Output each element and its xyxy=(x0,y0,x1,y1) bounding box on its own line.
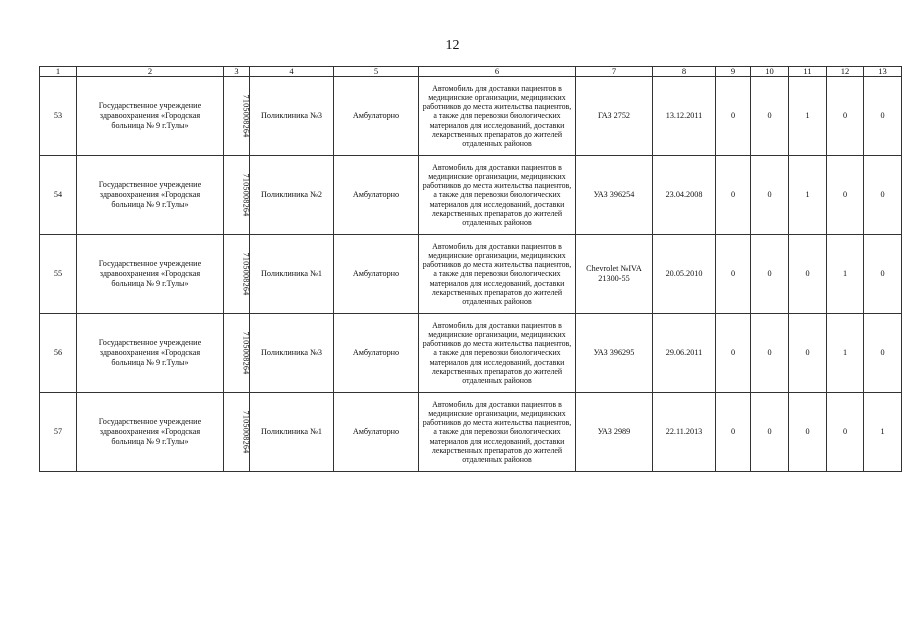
inn-cell xyxy=(224,77,250,156)
care-type: Амбулаторно xyxy=(334,314,419,393)
inn-value: 7105008264 xyxy=(241,410,251,454)
count-col-11: 0 xyxy=(789,235,827,314)
count-col-9: 0 xyxy=(716,156,751,235)
count-col-13: 0 xyxy=(864,314,902,393)
inn-value: 7105008264 xyxy=(241,94,251,138)
vehicle-model: УАЗ 396254 xyxy=(576,156,653,235)
organization-name: Государственное учреждение здравоохранения «Городская больница № 9 г.Тулы» xyxy=(77,314,224,393)
subdivision: Поликлиника №2 xyxy=(250,156,334,235)
inn-value: 7105008264 xyxy=(241,252,251,296)
table-row xyxy=(40,314,902,393)
table-row xyxy=(40,393,902,472)
row-number: 53 xyxy=(40,77,77,156)
vehicle-purpose: Автомобиль для доставки пациентов в медицинские организации, медицинских работников до места жительства пациентов, а также для перевозки биологических материалов для исследований, доставки лекарственных препаратов до жителей отдаленных районов xyxy=(419,393,576,472)
count-col-9: 0 xyxy=(716,235,751,314)
count-col-12: 0 xyxy=(827,393,864,472)
vehicle-purpose: Автомобиль для доставки пациентов в медицинские организации, медицинских работников до места жительства пациентов, а также для перевозки биологических материалов для исследований, доставки лекарственных препаратов до жителей отдаленных районов xyxy=(419,77,576,156)
header-cell: 3 xyxy=(224,67,250,77)
table-row xyxy=(40,77,902,156)
count-col-11: 0 xyxy=(789,314,827,393)
inn-cell xyxy=(224,235,250,314)
count-col-11: 0 xyxy=(789,393,827,472)
count-col-12: 1 xyxy=(827,235,864,314)
subdivision: Поликлиника №1 xyxy=(250,393,334,472)
header-cell: 1 xyxy=(40,67,77,77)
page-number: 12 xyxy=(445,38,460,53)
inn-cell xyxy=(224,314,250,393)
count-col-10: 0 xyxy=(751,77,789,156)
row-number: 54 xyxy=(40,156,77,235)
header-cell: 2 xyxy=(77,67,224,77)
inn-cell xyxy=(224,156,250,235)
header-cell: 9 xyxy=(716,67,751,77)
header-cell: 11 xyxy=(789,67,827,77)
vehicle-model: Chevrolet №IVA 21300-55 xyxy=(576,235,653,314)
vehicle-table xyxy=(39,66,902,472)
count-col-11: 1 xyxy=(789,156,827,235)
count-col-10: 0 xyxy=(751,235,789,314)
count-col-10: 0 xyxy=(751,393,789,472)
header-cell: 8 xyxy=(653,67,716,77)
registration-date: 22.11.2013 xyxy=(653,393,716,472)
count-col-12: 1 xyxy=(827,314,864,393)
count-col-13: 0 xyxy=(864,235,902,314)
vehicle-model: УАЗ 396295 xyxy=(576,314,653,393)
registration-date: 23.04.2008 xyxy=(653,156,716,235)
row-number: 55 xyxy=(40,235,77,314)
header-cell: 10 xyxy=(751,67,789,77)
header-row xyxy=(40,67,902,77)
row-number: 57 xyxy=(40,393,77,472)
care-type: Амбулаторно xyxy=(334,235,419,314)
subdivision: Поликлиника №1 xyxy=(250,235,334,314)
subdivision: Поликлиника №3 xyxy=(250,314,334,393)
vehicle-purpose: Автомобиль для доставки пациентов в медицинские организации, медицинских работников до места жительства пациентов, а также для перевозки биологических материалов для исследований, доставки лекарственных препаратов до жителей отдаленных районов xyxy=(419,156,576,235)
count-col-9: 0 xyxy=(716,77,751,156)
table-row xyxy=(40,156,902,235)
count-col-13: 0 xyxy=(864,156,902,235)
vehicle-purpose: Автомобиль для доставки пациентов в медицинские организации, медицинских работников до места жительства пациентов, а также для перевозки биологических материалов для исследований, доставки лекарственных препаратов до жителей отдаленных районов xyxy=(419,235,576,314)
count-col-12: 0 xyxy=(827,156,864,235)
header-cell: 7 xyxy=(576,67,653,77)
row-number: 56 xyxy=(40,314,77,393)
subdivision: Поликлиника №3 xyxy=(250,77,334,156)
registration-date: 29.06.2011 xyxy=(653,314,716,393)
count-col-13: 0 xyxy=(864,77,902,156)
header-cell: 12 xyxy=(827,67,864,77)
vehicle-model: УАЗ 2989 xyxy=(576,393,653,472)
count-col-10: 0 xyxy=(751,156,789,235)
header-cell: 5 xyxy=(334,67,419,77)
inn-value: 7105008264 xyxy=(241,331,251,375)
care-type: Амбулаторно xyxy=(334,156,419,235)
table-row xyxy=(40,235,902,314)
organization-name: Государственное учреждение здравоохранения «Городская больница № 9 г.Тулы» xyxy=(77,235,224,314)
header-cell: 13 xyxy=(864,67,902,77)
inn-cell xyxy=(224,393,250,472)
header-cell: 6 xyxy=(419,67,576,77)
count-col-12: 0 xyxy=(827,77,864,156)
organization-name: Государственное учреждение здравоохранения «Городская больница № 9 г.Тулы» xyxy=(77,77,224,156)
care-type: Амбулаторно xyxy=(334,393,419,472)
count-col-13: 1 xyxy=(864,393,902,472)
vehicle-model: ГАЗ 2752 xyxy=(576,77,653,156)
vehicle-purpose: Автомобиль для доставки пациентов в медицинские организации, медицинских работников до места жительства пациентов, а также для перевозки биологических материалов для исследований, доставки лекарственных препаратов до жителей отдаленных районов xyxy=(419,314,576,393)
care-type: Амбулаторно xyxy=(334,77,419,156)
count-col-11: 1 xyxy=(789,77,827,156)
registration-date: 13.12.2011 xyxy=(653,77,716,156)
organization-name: Государственное учреждение здравоохранения «Городская больница № 9 г.Тулы» xyxy=(77,156,224,235)
registration-date: 20.05.2010 xyxy=(653,235,716,314)
count-col-10: 0 xyxy=(751,314,789,393)
inn-value: 7105008264 xyxy=(241,173,251,217)
organization-name: Государственное учреждение здравоохранения «Городская больница № 9 г.Тулы» xyxy=(77,393,224,472)
count-col-9: 0 xyxy=(716,393,751,472)
header-cell: 4 xyxy=(250,67,334,77)
count-col-9: 0 xyxy=(716,314,751,393)
